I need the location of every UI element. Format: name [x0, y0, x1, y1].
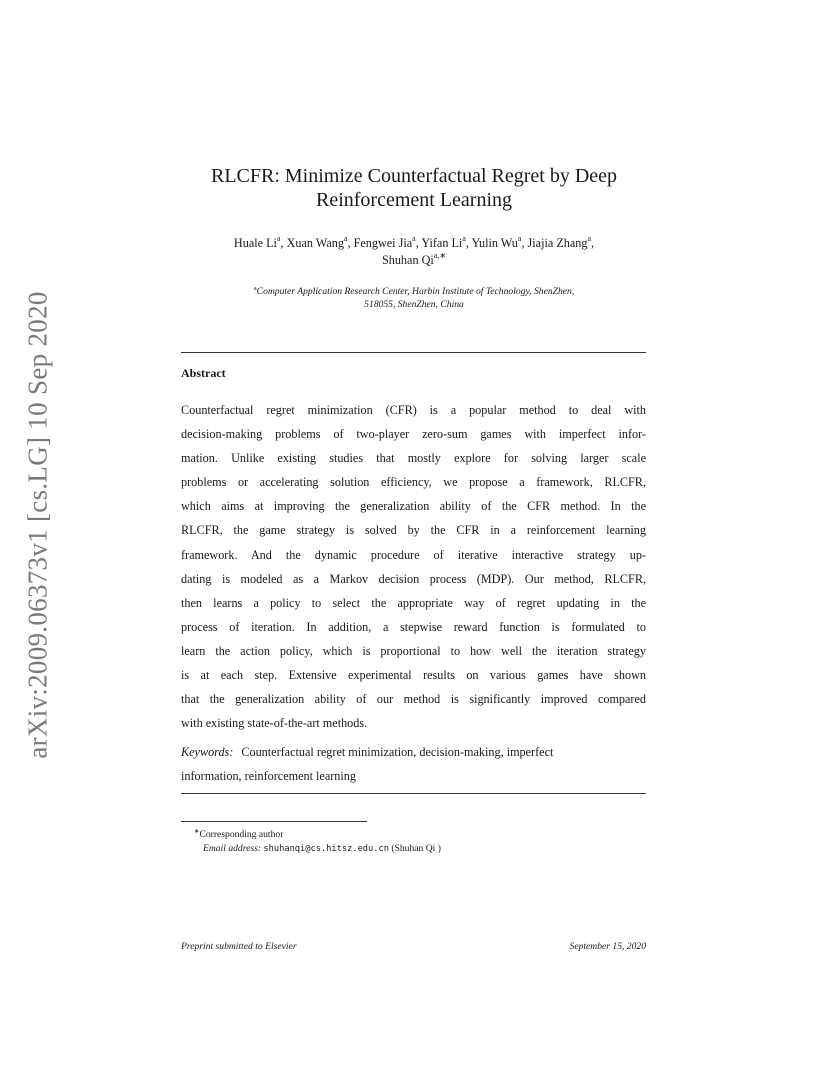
abstract-line: decision-making problems of two-player zero-sum games with imperfect infor-: [181, 427, 646, 442]
author-affil-mark: a: [412, 233, 416, 243]
abstract-line: framework. And the dynamic procedure of iterative interactive strategy up-: [181, 547, 646, 562]
preprint-date: September 15, 2020: [569, 941, 646, 952]
abstract-line: then learns a policy to select the appropriate way of regret updating in the: [181, 595, 646, 610]
author-affil-mark: a: [587, 233, 592, 243]
affiliation-line-2: 518055, ShenZhen, China: [364, 299, 464, 311]
author-affil-mark: a: [343, 233, 348, 243]
author: [471, 233, 522, 250]
author: [353, 233, 416, 250]
affiliation: [180, 282, 648, 311]
abstract-line: which aims at improving the generalization ability of the CFR method. In the: [181, 499, 646, 514]
abstract-line: mation. Unlike existing studies that mostly explore for solving larger scale: [181, 451, 646, 466]
keywords-label: Keywords:: [181, 745, 234, 759]
abstract-line: learn the action policy, which is proportional to how well the iteration strategy: [181, 643, 646, 658]
paper-title: [150, 164, 678, 212]
corresponding-author-note: [194, 825, 441, 842]
author-name: Huale Li: [233, 236, 277, 250]
corresponding-text: Corresponding author: [199, 829, 284, 841]
author-affil-mark: a,∗: [433, 250, 447, 260]
author-list: Huale Li$^a$, Xuan Wang$^a$, Fengwei Jia$^a$, Yifan Li$^a$, Yulin Wu$^a$, Jiajia Zhang$^a$, Shuhan $Qi^{a,∗}$: [233, 233, 595, 267]
author: [421, 233, 466, 250]
footnotes: [194, 825, 441, 856]
preprint-notice: Preprint submitted to Elsevier: [181, 941, 297, 952]
keywords: [181, 740, 646, 788]
author-name: Yifan Li: [421, 236, 463, 250]
abstract-heading: Abstract: [181, 366, 226, 380]
author-name: Yulin Wu: [471, 236, 518, 250]
author-name: Jiajia Zhang: [527, 236, 588, 250]
abstract-line: with existing state-of-the-art methods.: [181, 716, 368, 731]
abstract-top-rule: [181, 352, 646, 353]
affiliation-line-1: Computer Application Research Center, Harbin Institute of Technology, ShenZhen,: [256, 286, 575, 298]
author: [286, 233, 348, 250]
abstract-line: problems or accelerating solution efficiency, we propose a framework, RLCFR,: [181, 475, 646, 490]
author-affil-mark: a: [276, 233, 281, 243]
affiliation-mark: a: [253, 285, 257, 292]
keywords-line-1: [181, 740, 646, 764]
abstract-bottom-rule: [181, 793, 646, 794]
author-name: Xuan Wang: [286, 236, 344, 250]
author-name: Shuhan Qi: [381, 253, 434, 267]
author-name: Fengwei Jia: [353, 236, 413, 250]
keywords-line-2: information, reinforcement learning: [181, 769, 356, 784]
title-line-2: Reinforcement Learning: [315, 189, 513, 211]
author: [381, 250, 447, 267]
footnote-rule: [181, 821, 367, 822]
author: [233, 233, 281, 250]
keywords-text: Counterfactual regret minimization, decision-making, imperfect: [241, 745, 554, 759]
abstract-line: is at each step. Extensive experimental results on various games have shown: [181, 668, 646, 683]
email-note: [203, 842, 441, 857]
abstract-line: Counterfactual regret minimization (CFR) is a popular method to deal with: [181, 403, 646, 417]
abstract-line: process of iteration. In addition, a stepwise reward function is formulated to: [181, 619, 646, 634]
corresponding-mark: ∗: [194, 828, 200, 835]
email-address[interactable]: shuhanqi@cs.hitsz.edu.cn: [263, 843, 389, 854]
email-label: Email address:: [203, 842, 262, 854]
abstract-line: dating is modeled as a Markov decision process (MDP). Our method, RLCFR,: [181, 571, 646, 586]
title-line-1: RLCFR: Minimize Counterfactual Regret by Deep: [210, 165, 618, 187]
author-affil-mark: a: [517, 233, 522, 243]
arxiv-stamp: arXiv:2009.06373v1 [cs.LG] 10 Sep 2020: [22, 291, 53, 759]
abstract-line: RLCFR, the game strategy is solved by the CFR in a reinforcement learning: [181, 523, 646, 538]
author: [527, 233, 592, 250]
abstract-line: that the generalization ability of our method is significantly improved compared: [181, 692, 646, 707]
email-owner: (Shuhan Qi ): [391, 842, 441, 854]
author-affil-mark: a: [462, 233, 466, 243]
abstract-body: [181, 398, 646, 735]
